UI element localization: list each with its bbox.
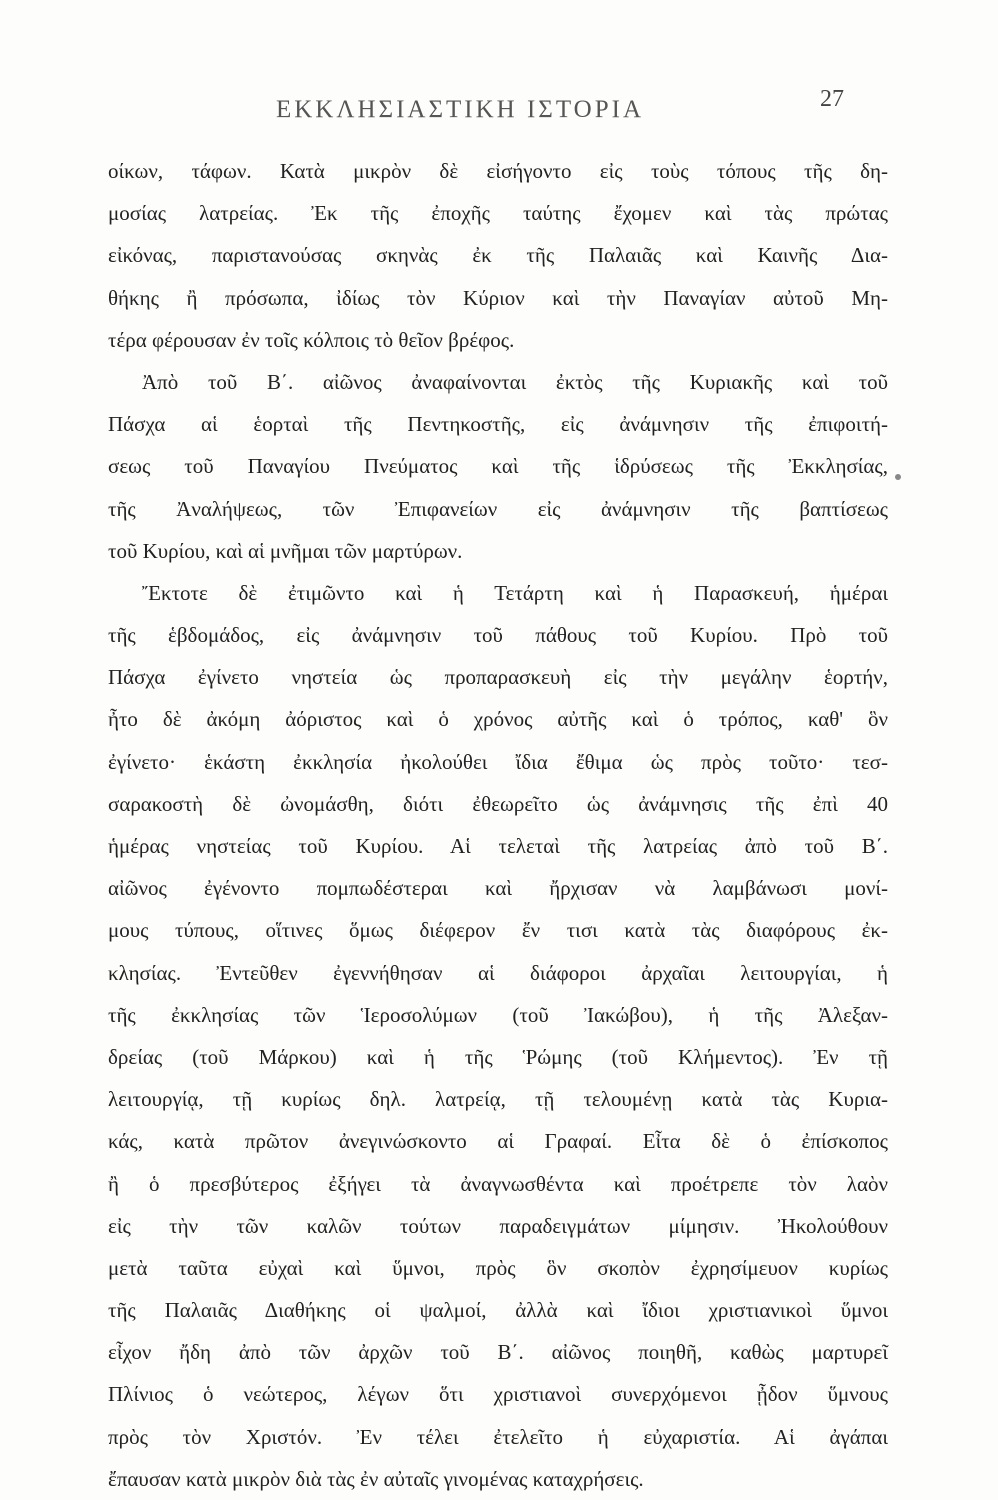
text-line: θήκης ἢ πρόσωπα, ἰδίως τὸν Κύριον καὶ τὴν Παναγίαν αὐτοῦ Μη-: [108, 285, 888, 310]
running-header-title: ΕΚΚΛΗΣΙΑΣΤΙΚΗ ΙΣΤΟΡΙΑ: [275, 96, 645, 123]
text-line: εἰς τὴν τῶν καλῶν τούτων παραδειγμάτων μίμησιν. Ἠκολούθουν: [108, 1213, 888, 1238]
text-line: ἢ ὁ πρεσβύτερος ἐξήγει τὰ ἀναγνωσθέντα καὶ προέτρεπε τὸν λαὸν: [108, 1171, 888, 1196]
text-line: Ἀπὸ τοῦ Β΄. αἰῶνος ἀναφαίνονται ἐκτὸς τῆς Κυριακῆς καὶ τοῦ: [142, 369, 888, 394]
text-line: Πλίνιος ὁ νεώτερος, λέγων ὅτι χριστιανοὶ συνερχόμενοι ᾖδον ὕμνους: [108, 1382, 888, 1407]
text-line: δρείας (τοῦ Μάρκου) καὶ ἡ τῆς Ῥώμης (τοῦ Κλήμεντος). Ἐν τῇ: [108, 1044, 888, 1069]
text-line: μοσίας λατρείας. Ἐκ τῆς ἐποχῆς ταύτης ἔχομεν καὶ τὰς πρώτας: [108, 201, 888, 226]
text-line: εἰκόνας, παριστανούσας σκηνὰς ἐκ τῆς Παλαιᾶς καὶ Καινῆς Δια-: [108, 243, 888, 268]
text-line: μους τύπους, οἵτινες ὅμως διέφερον ἔν τισι κατὰ τὰς διαφόρους ἐκ-: [108, 918, 888, 943]
text-line: ἔπαυσαν κατὰ μικρὸν διὰ τὰς ἐν αὐταῖς γινομένας καταχρήσεις.: [108, 1466, 644, 1491]
body-text: [108, 150, 888, 1500]
text-line: σαρακοστὴ δὲ ὠνομάσθη, διότι ἐθεωρεῖτο ὡς ἀνάμνησις τῆς ἐπὶ 40: [108, 791, 888, 816]
text-line: αἰῶνος ἐγένοντο πομπωδέστεραι καὶ ἤρχισαν νὰ λαμβάνωσι μονί-: [108, 876, 888, 901]
page-number: 27: [820, 86, 844, 112]
text-line: πρὸς τὸν Χριστόν. Ἐν τέλει ἐτελεῖτο ἡ εὐχαριστία. Αἱ ἀγάπαι: [108, 1424, 888, 1449]
text-line: τῆς ἑβδομάδος, εἰς ἀνάμνησιν τοῦ πάθους τοῦ Κυρίου. Πρὸ τοῦ: [108, 623, 888, 648]
text-line: σεως τοῦ Παναγίου Πνεύματος καὶ τῆς ἱδρύσεως τῆς Ἐκκλησίας,: [108, 454, 888, 479]
margin-dot-mark: [895, 474, 901, 480]
text-line: κλησίας. Ἐντεῦθεν ἐγεννήθησαν αἱ διάφοροι ἀρχαῖαι λειτουργίαι, ἡ: [108, 960, 888, 985]
text-line: ἐγίνετο· ἑκάστη ἐκκλησία ἠκολούθει ἴδια ἔθιμα ὡς πρὸς τοῦτο· τεσ-: [108, 749, 888, 774]
text-line: ἡμέρας νηστείας τοῦ Κυρίου. Αἱ τελεταὶ τῆς λατρείας ἀπὸ τοῦ Β΄.: [108, 834, 888, 858]
text-line: οίκων, τάφων. Κατὰ μικρὸν δὲ εἰσήγοντο εἰς τοὺς τόπους τῆς δη-: [108, 159, 888, 183]
text-line: κάς, κατὰ πρῶτον ἀνεγινώσκοντο αἱ Γραφαί. Εἶτα δὲ ὁ ἐπίσκοπος: [108, 1129, 888, 1154]
text-line: Πάσχα ἐγίνετο νηστεία ὡς προπαρασκευὴ εἰς τὴν μεγάλην ἑορτήν,: [108, 665, 888, 690]
text-line: τῆς Παλαιᾶς Διαθήκης οἱ ψαλμοί, ἀλλὰ καὶ ἴδιοι χριστιανικοὶ ὕμνοι: [108, 1298, 888, 1323]
text-line: τέρα φέρουσαν ἐν τοῖς κόλποις τὸ θεῖον βρέφος.: [108, 327, 515, 352]
text-line: ἦτο δὲ ἀκόμη ἀόριστος καὶ ὁ χρόνος αὐτῆς καὶ ὁ τρόπος, καθ' ὃν: [108, 707, 888, 732]
text-line: τῆς ἐκκλησίας τῶν Ἱεροσολύμων (τοῦ Ἰακώβου), ἡ τῆς Ἀλεξαν-: [108, 1002, 888, 1027]
text-line: τῆς Ἀναλήψεως, τῶν Ἐπιφανείων εἰς ἀνάμνησιν τῆς βαπτίσεως: [108, 496, 888, 521]
text-line: Ἔκτοτε δὲ ἐτιμῶντο καὶ ἡ Τετάρτη καὶ ἡ Παρασκευή, ἡμέραι: [142, 580, 888, 605]
text-line: Πάσχα αἱ ἑορταὶ τῆς Πεντηκοστῆς, εἰς ἀνάμνησιν τῆς ἐπιφοιτή-: [108, 412, 888, 437]
text-line: λειτουργίᾳ, τῇ κυρίως δηλ. λατρείᾳ, τῇ τελουμένῃ κατὰ τὰς Κυρια-: [108, 1087, 888, 1112]
text-line: μετὰ ταῦτα εὐχαὶ καὶ ὕμνοι, πρὸς ὃν σκοπὸν ἐχρησίμευον κυρίως: [108, 1255, 888, 1280]
text-line: εἶχον ἤδη ἀπὸ τῶν ἀρχῶν τοῦ Β΄. αἰῶνος ποιηθῆ, καθὼς μαρτυρεῖ: [108, 1340, 888, 1365]
text-line: τοῦ Κυρίου, καὶ αἱ μνῆμαι τῶν μαρτύρων.: [108, 538, 463, 563]
